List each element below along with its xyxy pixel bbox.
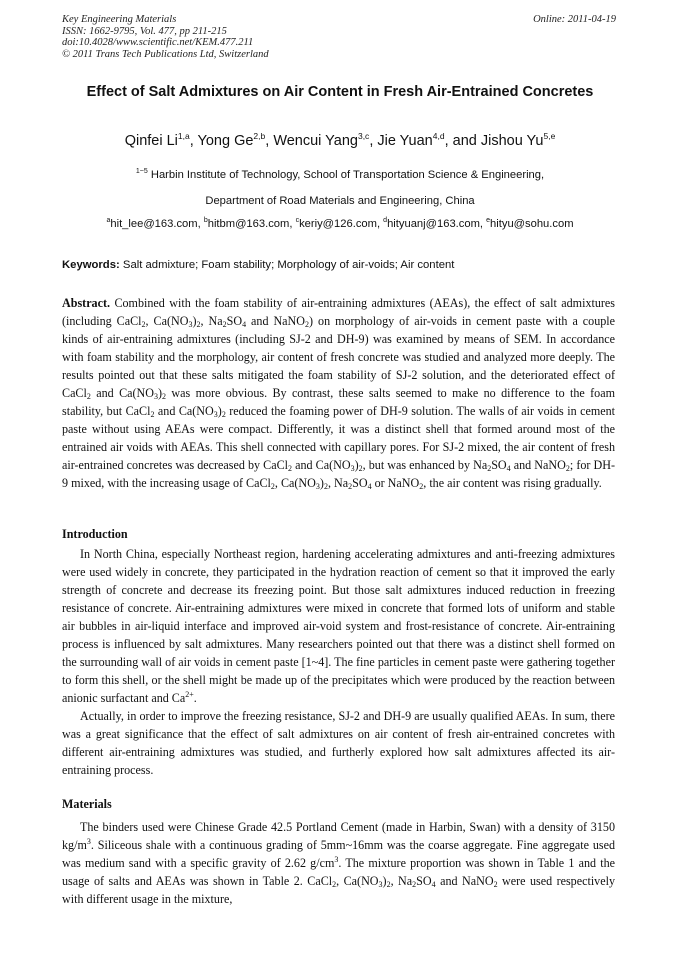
email-marker: b: [203, 217, 208, 224]
affiliation-line-1: [40, 168, 640, 182]
email-link[interactable]: hityuanj@163.com: [387, 218, 480, 230]
author-1: Qinfei Li: [124, 133, 178, 149]
email-marker: e: [486, 217, 491, 224]
author-separator: ,: [265, 133, 274, 149]
author-separator: ,: [189, 133, 198, 149]
abstract-text: Combined with the foam stability of air-entraining admixtures (AEAs), the effect of salt admixtures (including CaCl$_2$, $Ca(NO_3)_2$, $Na_2SO_4$ and NaNO$_2$) on morphology of air-voids in cement paste with a couple kinds of air-entraining admixtures (including SJ-2 and DH-9) was examined by means of SEM. In accordance with foam stability and the morphology, air content of fresh concrete was studied and analyzed more deeply. The results pointed out that these salts mitigated the foam stability of SJ-2 solution, and the deteriorated effect of CaCl$_2$ and $Ca(NO_3)_2$ was more obvious. By contrast, these salts seemed to make no difference to the foam stability, but CaCl$_2$ and $Ca(NO_3)_2$ reduced the foaming power of DH-9 solution. The walls of air voids in cement paste without using AEAs were compact. Differently, it was a distinct shell that formed around most of the entrained air voids with AEAs. This shell connected with capillary pores. For SJ-2 mixed, the air content of fresh air-entrained concretes was decreased by CaCl$_2$ and $Ca(NO_3)_2$, but was enhanced by $Na_2SO_4$ and NaNO$_2$; for DH-9 mixed, with the increasing usage of CaCl$_2$, $Ca(NO_3)_2$, $Na_2SO_4$ or NaNO$_2$, the air content was rising gradually.: [62, 296, 616, 491]
email-link[interactable]: hityu@sohu.com: [490, 218, 574, 230]
affiliation-line-2: Department of Road Materials and Engineering, China: [205, 195, 475, 207]
author-4: Jie Yuan: [377, 133, 433, 149]
author-3-affil: 3,c: [357, 131, 370, 141]
journal-copyright: © 2011 Trans Tech Publications Ltd, Switzerland: [62, 48, 269, 60]
author-3: Wencui Yang: [273, 133, 358, 149]
materials-paragraph: The binders used were Chinese Grade 42.5 Portland Cement (made in Harbin, Swan) with a density of 3150 $kg/m^3$. Siliceous shale with a continuous grading of 5mm~16mm was the coarse aggregate. Fine aggregate used was medium sand with a specific gravity of 2.62 $g/cm^3$. The mixture proportion was shown in Table 1 and the usage of salts and AEAs was shown in Table 2. CaCl$_2$, $Ca(NO_3)_2$, $Na_2SO_4$ and NaNO$_2$ were used respectively with different usage in the mixture,: [62, 820, 615, 906]
abstract-label: Abstract.: [62, 296, 111, 310]
author-list: [40, 132, 640, 150]
email-separator: ,: [479, 218, 487, 230]
author-4-affil: 4,d: [432, 131, 445, 141]
author-separator: , and: [444, 133, 481, 149]
author-1-affil: 1,a: [177, 131, 190, 141]
email-link[interactable]: hitbm@163.com: [207, 218, 290, 230]
journal-header: [62, 14, 616, 60]
email-marker: c: [295, 217, 300, 224]
author-2-affil: 2,b: [253, 131, 266, 141]
introduction-paragraph-2: Actually, in order to improve the freezing resistance, SJ-2 and DH-9 are usually qualified AEAs. In sum, there was a great significance that the effect of salt admixtures on air content of fresh air-entrained concretes with different air-entraining admixtures was studied, and furtherly explored how salt admixtures affected its air-entraining process.: [62, 709, 615, 777]
author-2: Yong Ge: [197, 133, 254, 149]
journal-doi: doi:10.4028/www.scientific.net/KEM.477.211: [62, 37, 254, 48]
email-separator: ,: [376, 218, 384, 230]
abstract: [62, 294, 615, 492]
affiliation-marker: 1~5: [135, 168, 148, 175]
email-link[interactable]: hit_lee@163.com: [110, 218, 198, 230]
author-5: Jishou Yu: [480, 133, 544, 149]
keywords-text: Salt admixture; Foam stability; Morphology of air-voids; Air content: [119, 259, 455, 271]
journal-issn: ISSN: 1662-9795, Vol. 477, pp 211-215: [62, 25, 227, 37]
author-5-affil: 5,e: [543, 131, 556, 141]
email-link[interactable]: keriy@126.com: [299, 218, 377, 230]
author-emails: [30, 217, 650, 231]
section-heading-materials: Materials: [62, 797, 112, 811]
affiliation-text-1: Harbin Institute of Technology, School of Transportation Science & Engineering,: [147, 169, 545, 181]
email-marker: d: [383, 217, 388, 224]
author-separator: ,: [369, 133, 378, 149]
keywords: [62, 258, 618, 272]
keywords-label: Keywords:: [62, 259, 120, 271]
journal-name: Key Engineering Materials: [62, 14, 177, 25]
email-separator: ,: [289, 218, 296, 230]
paper-title: Effect of Salt Admixtures on Air Content in Fresh Air-Entrained Concretes: [86, 84, 594, 100]
email-separator: ,: [197, 218, 204, 230]
introduction-body: [62, 545, 615, 779]
section-heading-introduction: Introduction: [62, 527, 128, 541]
online-date: Online: 2011-04-19: [533, 14, 616, 25]
introduction-paragraph-1: In North China, especially Northeast region, hardening accelerating admixtures and anti-freezing admixtures were used widely in concrete, they participated in the hydration reaction of cement so that it improved the early strength of concrete and decrease its freezing point. But those salt admixtures induced reduction in freezing resistance of concrete. Air-entraining admixtures were mixed in concrete that formed lots of uniform and stable air bubbles in air-liquid interface and improved air-void system and frost-resistance of concrete. Air-entraining process is influenced by salt admixtures. Many researchers pointed out that there was a distinct shell formed on the surrounding wall of air voids in cement paste [1~4]. The fine particles in cement paste were gathering together to form this shell, or the shell might be made up of the precipitates which were produced by the reaction between anionic surfactant and $Ca^{2+}$.: [62, 547, 615, 705]
email-marker: a: [106, 217, 111, 224]
